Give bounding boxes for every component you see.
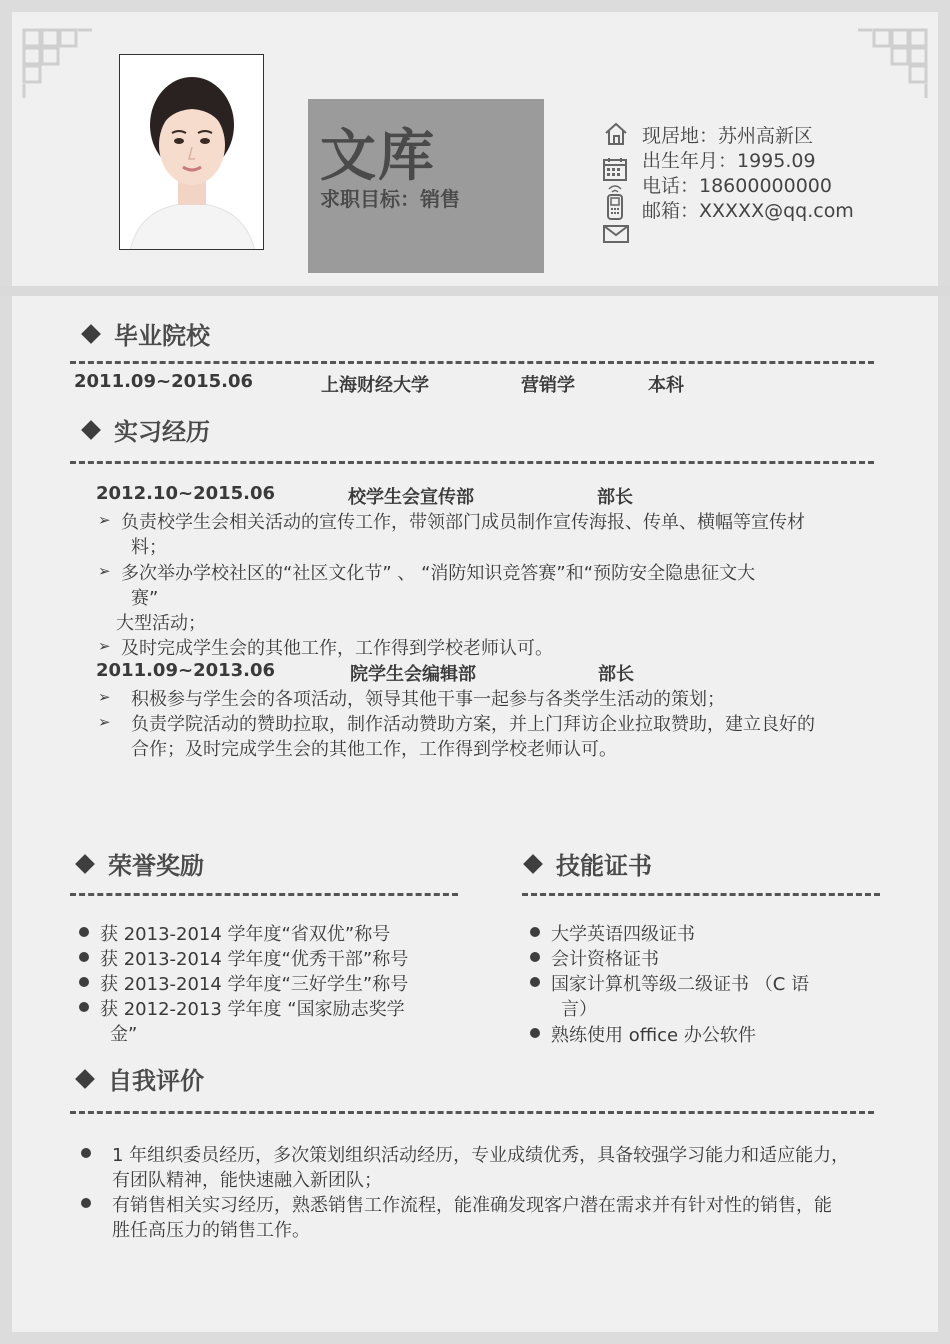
honor-item-cont: 金”	[110, 1024, 138, 1045]
job-org: 院学生会编辑部	[350, 664, 476, 685]
home-icon	[603, 121, 629, 147]
section-title-skills: 技能证书	[526, 846, 652, 881]
self-item-line: 有团队精神，能快速融入新团队；	[112, 1170, 382, 1191]
section-divider	[70, 361, 874, 364]
contact-birth: 出生年月：1995.09	[642, 150, 816, 172]
arrow-bullet-icon: ➢	[98, 562, 111, 580]
round-bullet-icon	[79, 977, 89, 987]
skill-item: 会计资格证书	[551, 949, 659, 970]
job-item-line: 大型活动；	[116, 613, 206, 634]
contact-email: 邮箱：XXXXX@qq.com	[642, 200, 854, 222]
self-item-line: 1 年组织委员经历，多次策划组织活动经历，专业成绩优秀，具备较强学习能力和适应能力，	[112, 1145, 850, 1166]
round-bullet-icon	[79, 952, 89, 962]
honor-item: 获 2013-2014 学年度“三好学生”称号	[100, 974, 409, 995]
section-divider	[70, 893, 458, 896]
job-item-line: 及时完成学生会的其他工作，工作得到学校老师认可。	[121, 638, 553, 659]
skill-item: 熟练使用 office 办公软件	[551, 1025, 756, 1046]
candidate-name: 文库	[320, 124, 436, 189]
round-bullet-icon	[79, 927, 89, 937]
job-item-line: 赛”	[131, 588, 159, 609]
contact-location: 现居地：苏州高新区	[642, 125, 814, 147]
self-item-line: 胜任高压力的销售工作。	[112, 1220, 310, 1241]
job-item-line: 积极参与学生会的各项活动，领导其他干事一起参与各类学生活动的策划；	[131, 689, 725, 710]
round-bullet-icon	[81, 1198, 91, 1208]
round-bullet-icon	[81, 1148, 91, 1158]
arrow-bullet-icon: ➢	[98, 713, 111, 731]
diamond-bullet-icon	[81, 324, 101, 344]
section-title-education: 毕业院校	[84, 316, 210, 351]
diamond-bullet-icon	[75, 1069, 95, 1089]
section-divider	[522, 893, 880, 896]
phone-icon	[604, 183, 626, 221]
section-title-honors: 荣誉奖励	[78, 846, 204, 881]
arrow-bullet-icon: ➢	[98, 637, 111, 655]
round-bullet-icon	[530, 952, 540, 962]
section-divider	[70, 461, 874, 464]
round-bullet-icon	[530, 1028, 540, 1038]
corner-ornament-right-icon	[856, 28, 928, 100]
portrait-image	[120, 55, 264, 250]
education-school: 上海财经大学	[321, 375, 429, 396]
skill-item-cont: 言）	[561, 999, 597, 1020]
round-bullet-icon	[79, 1002, 89, 1012]
job-item-line: 料；	[131, 537, 167, 558]
diamond-bullet-icon	[523, 854, 543, 874]
job-goal: 求职目标：销售	[320, 187, 460, 211]
section-divider	[70, 1111, 874, 1114]
arrow-bullet-icon: ➢	[98, 688, 111, 706]
section-title-self-evaluation: 自我评价	[78, 1061, 204, 1096]
corner-ornament-left-icon	[22, 28, 94, 100]
job-period: 2011.09~2013.06	[96, 660, 276, 681]
round-bullet-icon	[530, 927, 540, 937]
education-major: 营销学	[521, 375, 575, 396]
job-org: 校学生会宣传部	[348, 487, 474, 508]
job-role: 部长	[598, 664, 634, 685]
honor-item: 获 2013-2014 学年度“优秀干部”称号	[100, 949, 409, 970]
job-item-line: 多次举办学校社区的“社区文化节” 、 “消防知识竞答赛”和“预防安全隐患征文大	[121, 563, 756, 584]
education-period: 2011.09~2015.06	[74, 371, 254, 392]
calendar-icon	[602, 156, 628, 182]
mail-icon	[603, 225, 629, 243]
round-bullet-icon	[530, 977, 540, 987]
diamond-bullet-icon	[81, 420, 101, 440]
job-role: 部长	[597, 487, 633, 508]
honor-item: 获 2012-2013 学年度 “国家励志奖学	[100, 999, 405, 1020]
honor-item: 获 2013-2014 学年度“省双优”称号	[100, 924, 391, 945]
skill-item: 国家计算机等级二级证书 （C 语	[551, 974, 810, 995]
arrow-bullet-icon: ➢	[98, 511, 111, 529]
profile-photo	[119, 54, 264, 250]
job-item-line: 合作；及时完成学生会的其他工作，工作得到学校老师认可。	[131, 739, 617, 760]
education-degree: 本科	[648, 375, 684, 396]
job-period: 2012.10~2015.06	[96, 483, 276, 504]
job-item-line: 负责学院活动的赞助拉取，制作活动赞助方案，并上门拜访企业拉取赞助，建立良好的	[131, 714, 815, 735]
section-title-internship: 实习经历	[84, 412, 210, 447]
diamond-bullet-icon	[75, 854, 95, 874]
self-item-line: 有销售相关实习经历，熟悉销售工作流程，能准确发现客户潜在需求并有针对性的销售，能	[112, 1195, 832, 1216]
skill-item: 大学英语四级证书	[551, 924, 695, 945]
contact-phone: 电话：18600000000	[642, 175, 832, 197]
job-item-line: 负责校学生会相关活动的宣传工作，带领部门成员制作宣传海报、传单、横幅等宣传材	[121, 512, 805, 533]
header-divider	[0, 286, 950, 296]
